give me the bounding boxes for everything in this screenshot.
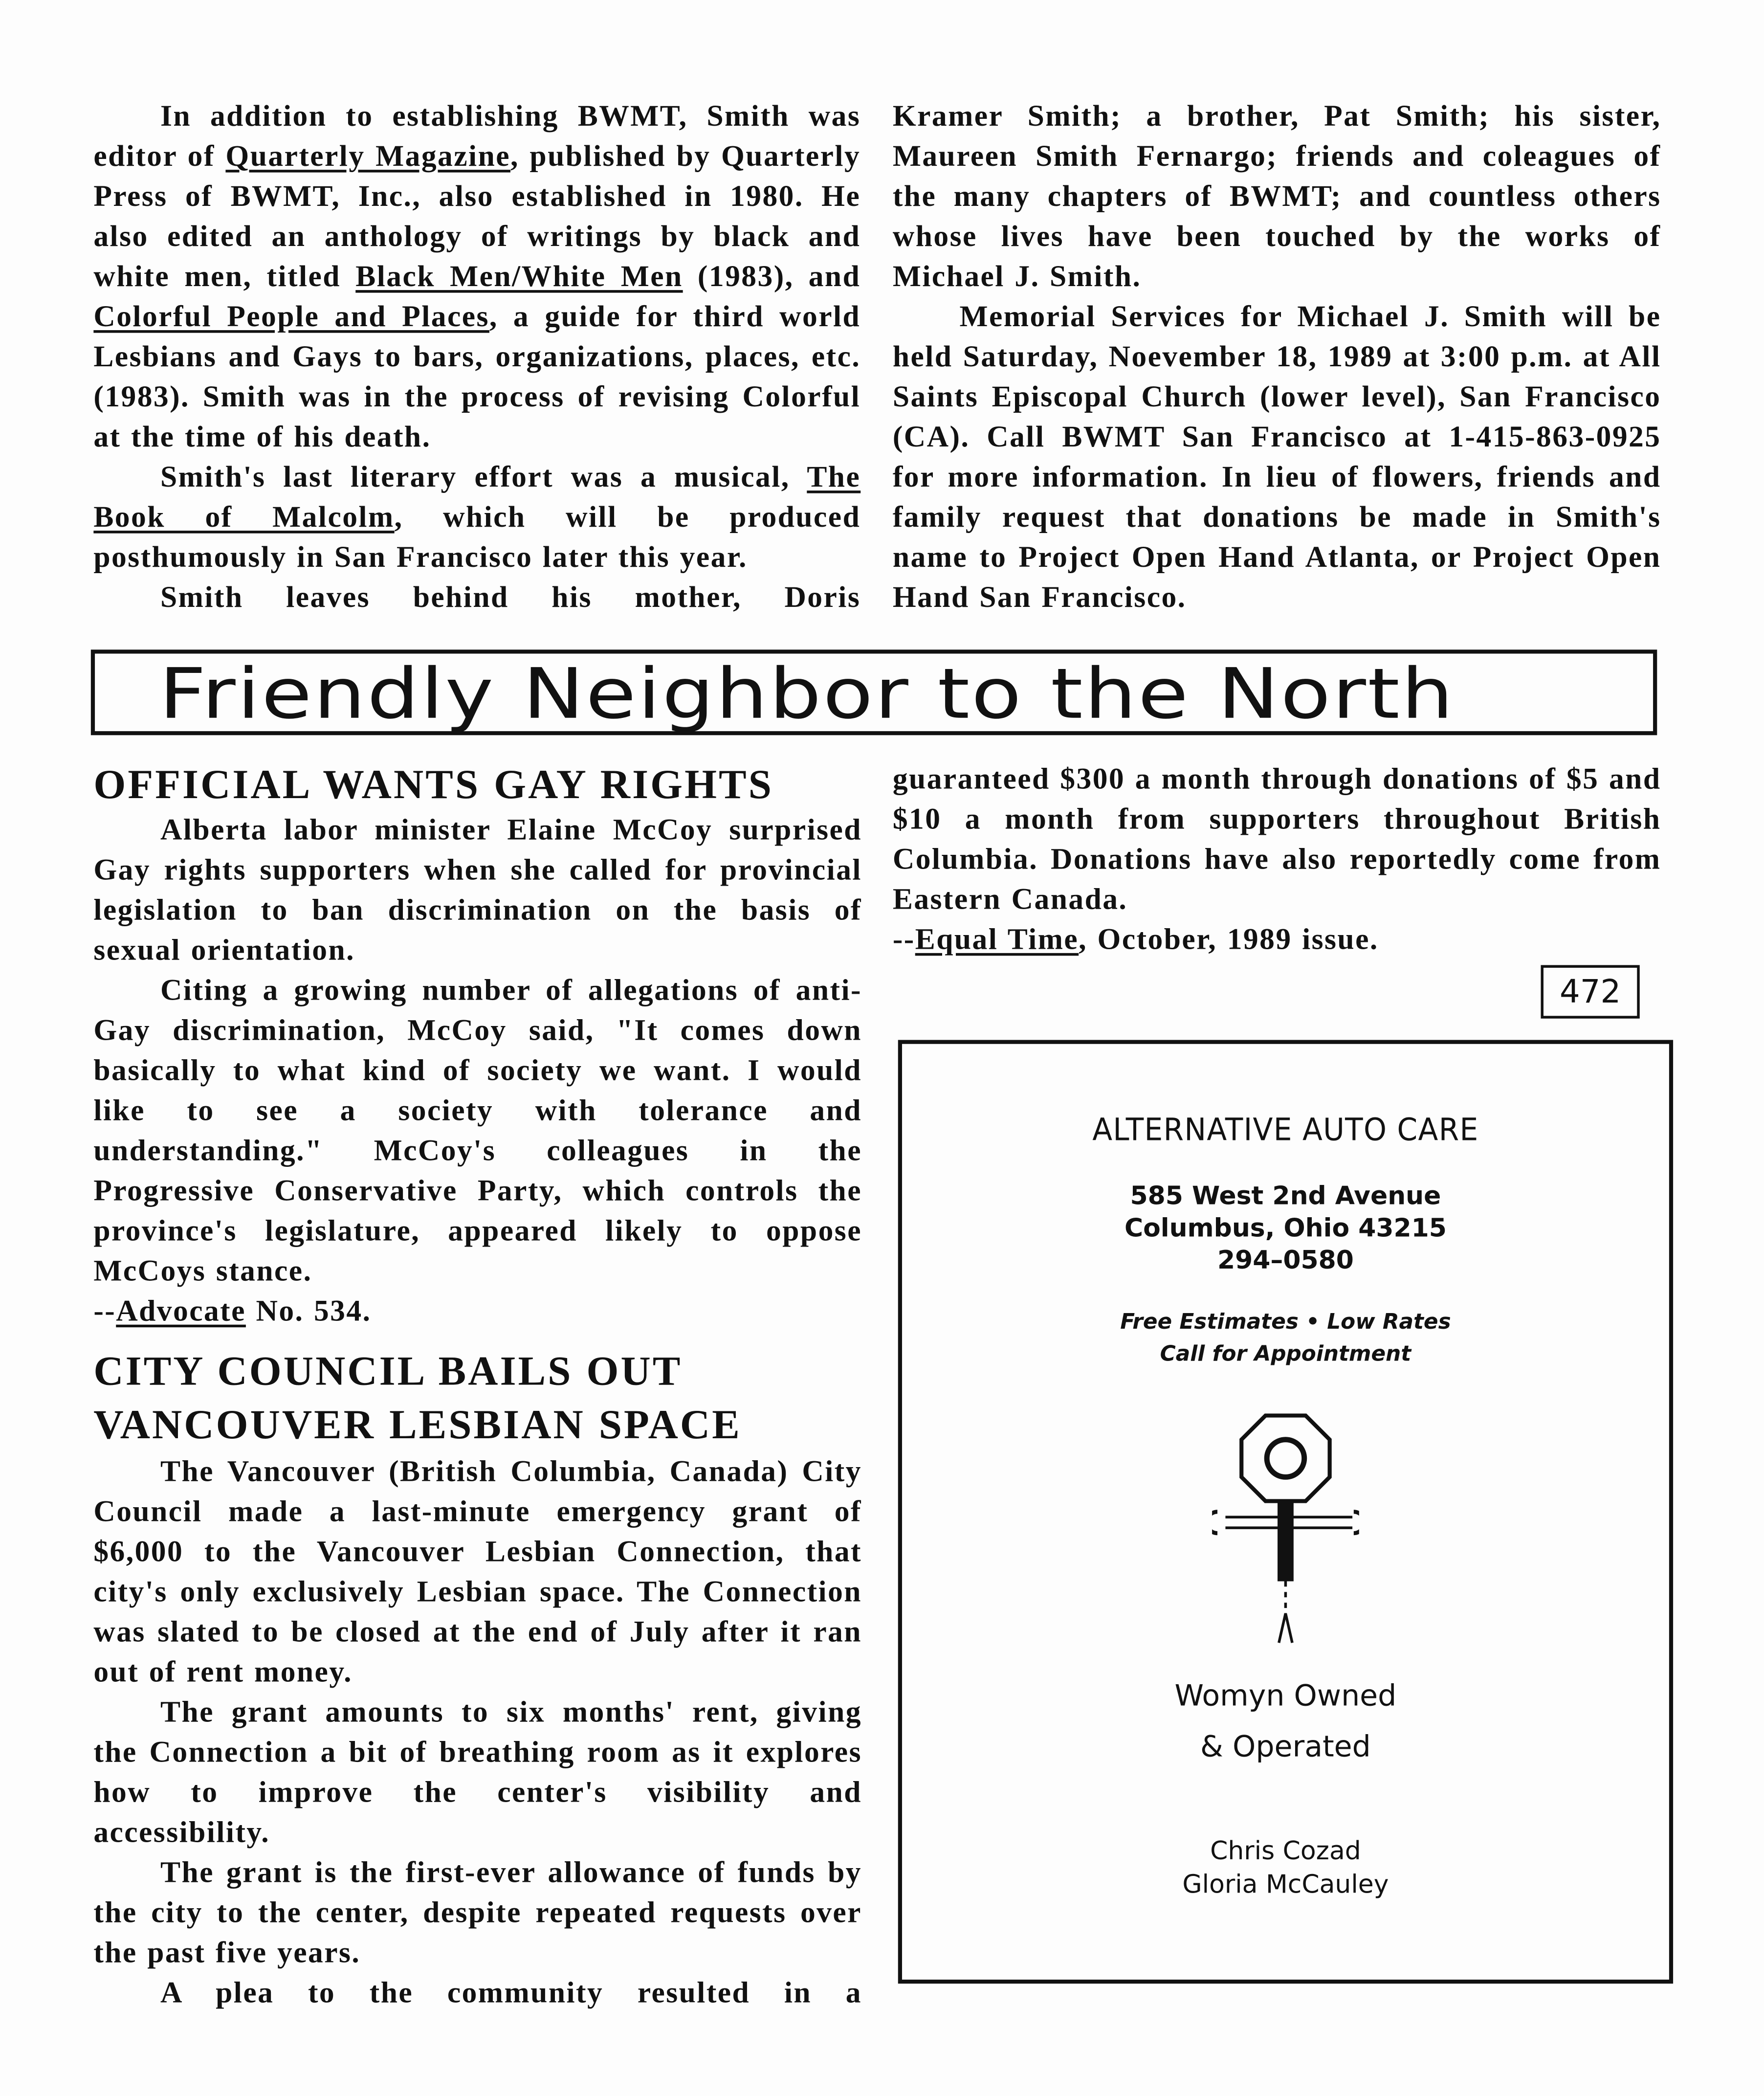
ad-ownership (902, 1672, 1669, 1774)
ad-tagline (902, 1306, 1669, 1370)
headline: OFFICIAL WANTS GAY RIGHTS (93, 760, 774, 807)
ad-tagline-line: Free Estimates • Low Rates (1120, 1308, 1451, 1334)
text-run: Alberta labor minister Elaine McCoy surprised Gay rights supporters when she called for provincial legislation to ban discrimination on the basis of sexual orientation. (93, 812, 862, 967)
paragraph (93, 96, 860, 457)
text-run: -- (93, 1293, 116, 1328)
text-run: guaranteed $300 a month through donations of $5 and $10 a month from supporters throughout British Columbia. Donations have also reportedly come from Eastern Canada. (892, 761, 1661, 916)
top-article-left-column (93, 96, 860, 618)
advertisement (898, 1040, 1673, 1984)
source-credit (893, 920, 1661, 960)
ad-tagline-line: Call for Appointment (1160, 1340, 1411, 1366)
text-run: Kramer Smith; a brother, Pat Smith; his sister, Maureen Smith Fernargo; friends and coleagues of the many chapters of BWMT; and countless others whose lives have been touched by the works of Michael J. Smith. (892, 99, 1661, 293)
paragraph (93, 457, 860, 578)
headline: CITY COUNCIL BAILS OUT VANCOUVER LESBIAN SPACE (93, 1347, 742, 1448)
underlined-title: Equal Time (915, 922, 1079, 956)
text-run: No. 534. (245, 1293, 372, 1328)
paragraph (93, 1451, 862, 1692)
paragraph (93, 1692, 862, 1852)
text-run: The Vancouver (British Columbia, Canada) City Council made a last-minute emergency grant of $6,000 to the Vancouver Lesbian Connection, that city's only exclusively Lesbian space. The Connection was slated to be closed at the end of July after it ran out of rent money. (93, 1454, 862, 1689)
venus-wrench-icon (1212, 1413, 1359, 1653)
paragraph (93, 1973, 862, 2013)
paragraph (893, 759, 1661, 920)
text-run: The grant is the first-ever allowance of funds by the city to the center, despite repeated requests over the past five years. (93, 1855, 862, 1969)
text-run: , published by Quarterly Press of BWMT, Inc., also established in 1980. He also edited an anthology of writings by black and white men, titled (93, 139, 861, 293)
ad-owner-name: Chris Cozad (1210, 1836, 1361, 1866)
underlined-title: Advocate (116, 1293, 246, 1328)
text-run: Smith's last literary effort was a musical, (160, 460, 807, 493)
paragraph (93, 1852, 862, 1973)
underlined-title: Colorful People and Places (93, 299, 489, 333)
text-run: Citing a growing number of allegations of anti-Gay discrimination, McCoy said, "It comes down basically to what kind of society we want. I would like to see a society with tolerance and understanding." McCoy's colleagues in the Progressive Conservative Party, which controls the province's legislature, appeared likely to oppose McCoys stance. (93, 973, 862, 1288)
ad-owners (902, 1835, 1669, 1902)
text-run: A plea to the community resulted in a (160, 1975, 862, 2009)
paragraph (93, 578, 860, 618)
section-banner (91, 649, 1657, 735)
ad-city: Columbus, Ohio 43215 (1124, 1213, 1447, 1243)
source-credit (93, 1291, 862, 1331)
paragraph (93, 810, 862, 970)
paragraph (893, 297, 1661, 618)
ad-owner-name: Gloria McCauley (1182, 1870, 1389, 1900)
paragraph (893, 96, 1661, 297)
ad-address (902, 1181, 1669, 1277)
ad-ownership-line: Womyn Owned (1174, 1680, 1397, 1714)
bottom-right-column (893, 759, 1661, 960)
text-run: , which will be produced posthumously in San Francisco later this year. (93, 500, 861, 574)
section-title: Friendly Neighbor to the North (159, 655, 1455, 736)
bottom-left-column (93, 759, 862, 2013)
text-run: -- (892, 922, 915, 956)
page-number: 472 (1541, 965, 1639, 1018)
ad-business-name: ALTERNATIVE AUTO CARE (1092, 1113, 1479, 1148)
paragraph (93, 970, 862, 1291)
top-article-right-column (893, 96, 1661, 618)
underlined-title: The Book of Malcolm (93, 460, 861, 534)
ad-ownership-line: & Operated (1200, 1731, 1371, 1764)
text-run: , a guide for third world Lesbians and Gays to bars, organizations, places, etc. (1983). Smith was in the process of revising Colorful at the time of his death. (93, 299, 861, 453)
text-run: , October, 1989 issue. (1079, 922, 1379, 956)
underlined-title: Black Men/White Men (355, 259, 683, 293)
text-run: In addition to establishing BWMT, Smith was editor of (93, 99, 861, 173)
ad-phone: 294–0580 (1217, 1246, 1354, 1275)
underlined-title: Quarterly Magazine (225, 139, 510, 173)
text-run: Smith leaves behind his mother, Doris (160, 580, 861, 614)
text-run: The grant amounts to six months' rent, giving the Connection a bit of breathing room as it explores how to improve the center's visibility and accessibility. (93, 1695, 862, 1849)
ad-street: 585 West 2nd Avenue (1130, 1182, 1441, 1211)
text-run: Memorial Services for Michael J. Smith will be held Saturday, Noevember 18, 1989 at 3:00 p.m. at All Saints Episcopal Church (lower level), San Francisco (CA). Call BWMT San Francisco at 1-415-863-0925 for more information. In lieu of flowers, friends and family request that donations be made in Smith's name to Project Open Hand Atlanta, or Project Open Hand San Francisco. (892, 299, 1661, 614)
text-run: (1983), and (683, 259, 861, 293)
